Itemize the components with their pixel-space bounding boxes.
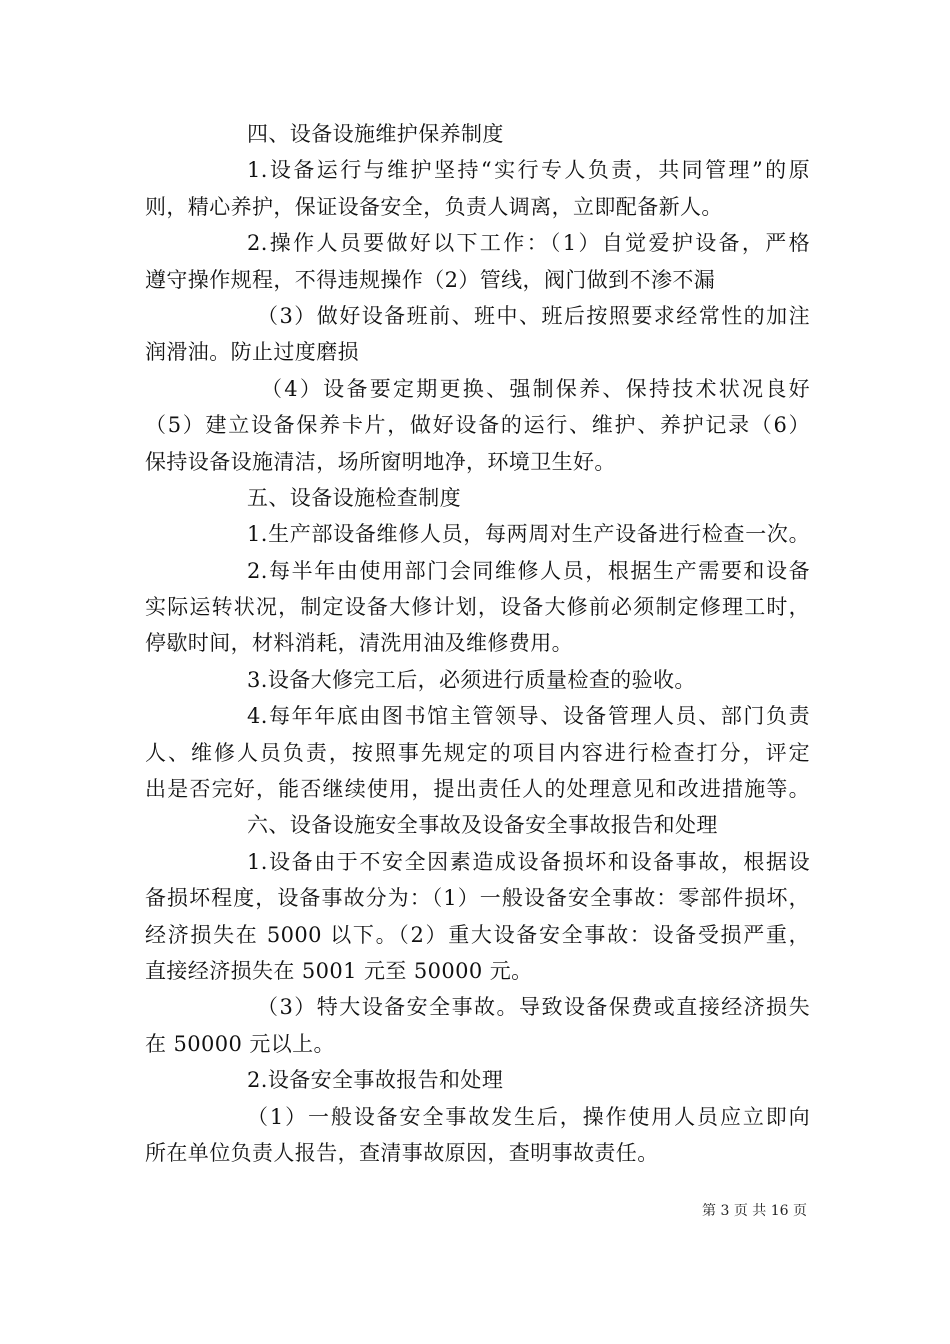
paragraph-line: 实际运转状况，制定设备大修计划，设备大修前必须制定修理工时， — [145, 595, 810, 620]
paragraph-line: 2.每半年由使用部门会同维修人员，根据生产需要和设备 — [247, 558, 810, 583]
paragraph-line: 2.操作人员要做好以下工作：（1）自觉爱护设备，严格 — [247, 231, 810, 256]
paragraph-line: 在 50000 元以上。 — [145, 1031, 335, 1056]
paragraph-line: 1.设备由于不安全因素造成设备损坏和设备事故，根据设 — [247, 849, 810, 874]
paragraph-line: 4.每年年底由图书馆主管领导、设备管理人员、部门负责 — [247, 704, 810, 729]
paragraph-line: 出是否完好，能否继续使用，提出责任人的处理意见和改进措施等。 — [145, 777, 810, 802]
paragraph-line: 备损坏程度，设备事故分为：（1）一般设备安全事故：零部件损坏， — [145, 886, 810, 911]
paragraph-line: 直接经济损失在 5001 元至 50000 元。 — [145, 958, 533, 983]
paragraph-line: 所在单位负责人报告，查清事故原因，查明事故责任。 — [145, 1140, 659, 1165]
section-heading-inspection: 五、设备设施检查制度 — [247, 485, 461, 510]
paragraph-line: 停歇时间，材料消耗，清洗用油及维修费用。 — [145, 631, 573, 656]
paragraph-line: 保持设备设施清洁，场所窗明地净，环境卫生好。 — [145, 449, 616, 474]
paragraph-line: 遵守操作规程，不得违规操作（2）管线，阀门做到不渗不漏 — [145, 267, 716, 292]
paragraph-line: （3）做好设备班前、班中、班后按照要求经常性的加注 — [257, 303, 810, 328]
paragraph-line: 3.设备大修完工后，必须进行质量检查的验收。 — [247, 667, 696, 692]
paragraph-line: （1）一般设备安全事故发生后，操作使用人员应立即向 — [247, 1104, 810, 1129]
page-number-footer: 第 3 页 共 16 页 — [702, 1203, 807, 1219]
document-body — [145, 116, 810, 1171]
paragraph-line: （3）特大设备安全事故。导致设备保费或直接经济损失 — [257, 995, 810, 1020]
paragraph-line: （4）设备要定期更换、强制保养、保持技术状况良好 — [261, 376, 810, 401]
paragraph-line: 则，精心养护，保证设备安全，负责人调离，立即配备新人。 — [145, 194, 723, 219]
paragraph-line: （5）建立设备保养卡片，做好设备的运行、维护、养护记录（6） — [145, 413, 810, 438]
section-heading-maintenance: 四、设备设施维护保养制度 — [247, 122, 504, 146]
paragraph-line: 润滑油。防止过度磨损 — [145, 340, 359, 365]
subsection-heading-report: 2.设备安全事故报告和处理 — [247, 1068, 504, 1093]
paragraph-line: 经济损失在 5000 以下。（2）重大设备安全事故：设备受损严重， — [145, 922, 810, 947]
paragraph-line: 1.设备运行与维护坚持“实行专人负责，共同管理”的原 — [247, 158, 810, 183]
section-heading-accidents: 六、设备设施安全事故及设备安全事故报告和处理 — [247, 813, 718, 838]
paragraph-line: 1.生产部设备维修人员，每两周对生产设备进行检查一次。 — [247, 522, 810, 547]
paragraph-line: 人、维修人员负责，按照事先规定的项目内容进行检查打分，评定 — [145, 740, 810, 765]
